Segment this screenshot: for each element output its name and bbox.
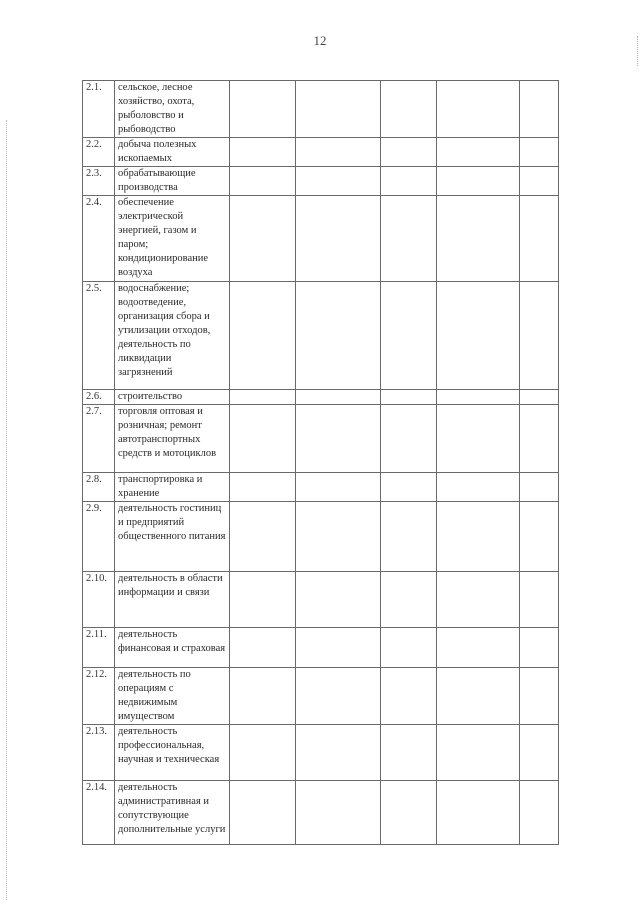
row-number: 2.8. [83,473,115,502]
table-row [83,473,559,502]
table-row [83,282,559,390]
row-number: 2.12. [83,668,115,725]
activity-name: обеспечение электрической энергией, газом и паром; кондиционирование воздуха [115,196,230,282]
row-number: 2.14. [83,781,115,845]
value-cell [230,138,296,167]
value-cell [296,167,381,196]
value-cell [296,725,381,781]
value-cell [520,282,559,390]
value-cell [230,196,296,282]
table-row [83,725,559,781]
table-row [83,390,559,405]
activity-name: деятельность по операциям с недвижимым имуществом [115,668,230,725]
value-cell [296,572,381,628]
value-cell [381,628,437,668]
table-row [83,668,559,725]
value-cell [296,668,381,725]
value-cell [381,725,437,781]
row-number: 2.4. [83,196,115,282]
value-cell [381,781,437,845]
value-cell [381,81,437,138]
row-number: 2.5. [83,282,115,390]
value-cell [230,781,296,845]
value-cell [296,282,381,390]
value-cell [381,502,437,572]
page-number: 12 [313,33,327,48]
activity-table [82,80,559,845]
activity-name: добыча полезных ископаемых [115,138,230,167]
value-cell [520,628,559,668]
value-cell [296,405,381,473]
table-row [83,81,559,138]
value-cell [437,81,520,138]
value-cell [296,81,381,138]
value-cell [230,473,296,502]
value-cell [437,282,520,390]
activity-table-body [83,81,559,845]
value-cell [520,668,559,725]
row-number: 2.11. [83,628,115,668]
value-cell [381,196,437,282]
value-cell [230,725,296,781]
value-cell [437,668,520,725]
value-cell [381,390,437,405]
value-cell [296,502,381,572]
value-cell [381,405,437,473]
value-cell [437,138,520,167]
activity-name: обрабатывающие производства [115,167,230,196]
activity-name: деятельность профессиональная, научная и техническая [115,725,230,781]
value-cell [381,668,437,725]
value-cell [230,572,296,628]
value-cell [520,725,559,781]
table-row [83,572,559,628]
table-row [83,138,559,167]
row-number: 2.7. [83,405,115,473]
value-cell [437,781,520,845]
value-cell [520,572,559,628]
value-cell [230,628,296,668]
table-row [83,781,559,845]
value-cell [520,781,559,845]
value-cell [437,196,520,282]
value-cell [230,167,296,196]
value-cell [296,196,381,282]
value-cell [520,390,559,405]
table-row [83,196,559,282]
value-cell [230,502,296,572]
value-cell [230,390,296,405]
row-number: 2.13. [83,725,115,781]
activity-name: деятельность гостиниц и предприятий общественного питания [115,502,230,572]
value-cell [520,473,559,502]
value-cell [296,781,381,845]
table-row [83,405,559,473]
value-cell [437,167,520,196]
value-cell [230,81,296,138]
value-cell [520,167,559,196]
value-cell [437,628,520,668]
activity-name: водоснабжение; водоотведение, организация сбора и утилизации отходов, деятельность по ликвидации загрязнений [115,282,230,390]
value-cell [296,628,381,668]
value-cell [437,405,520,473]
value-cell [230,668,296,725]
value-cell [520,502,559,572]
value-cell [230,405,296,473]
value-cell [381,138,437,167]
value-cell [520,138,559,167]
value-cell [437,502,520,572]
activity-name: строительство [115,390,230,405]
value-cell [520,81,559,138]
table-row [83,502,559,572]
activity-name: транспортировка и хранение [115,473,230,502]
activity-name: торговля оптовая и розничная; ремонт автотранспортных средств и мотоциклов [115,405,230,473]
activity-name: деятельность административная и сопутствующие дополнительные услуги [115,781,230,845]
value-cell [296,138,381,167]
row-number: 2.1. [83,81,115,138]
value-cell [296,390,381,405]
table-row [83,167,559,196]
value-cell [437,725,520,781]
row-number: 2.3. [83,167,115,196]
value-cell [437,390,520,405]
value-cell [381,473,437,502]
activity-name: сельское, лесное хозяйство, охота, рыболовство и рыбоводство [115,81,230,138]
table-row [83,628,559,668]
value-cell [520,405,559,473]
value-cell [230,282,296,390]
activity-name: деятельность финансовая и страховая [115,628,230,668]
row-number: 2.9. [83,502,115,572]
activity-name: деятельность в области информации и связи [115,572,230,628]
value-cell [381,572,437,628]
scan-margin-edge [6,120,8,900]
value-cell [520,196,559,282]
row-number: 2.10. [83,572,115,628]
value-cell [381,167,437,196]
row-number: 2.2. [83,138,115,167]
value-cell [296,473,381,502]
value-cell [437,572,520,628]
row-number: 2.6. [83,390,115,405]
value-cell [381,282,437,390]
value-cell [437,473,520,502]
